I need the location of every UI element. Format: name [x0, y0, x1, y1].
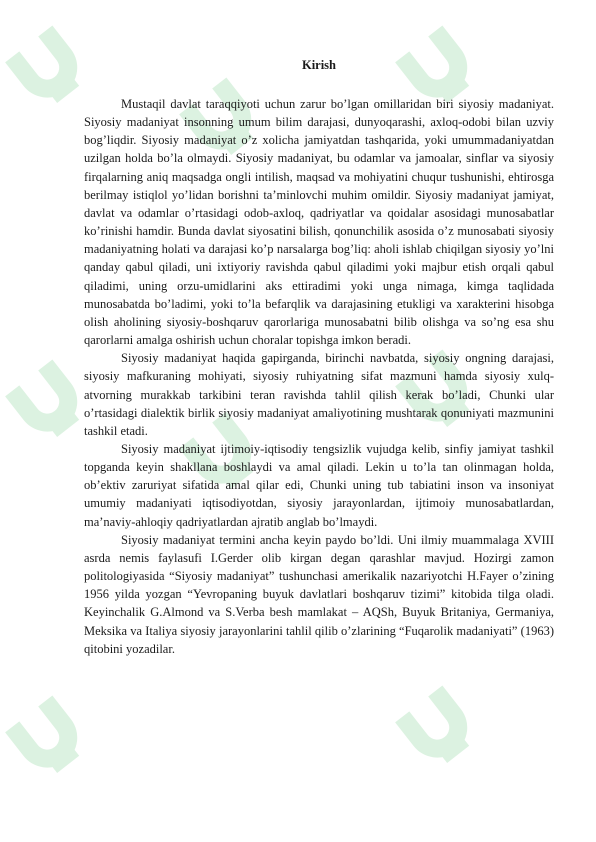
- watermark-logo-icon: [376, 666, 496, 786]
- watermark-logo-icon: [0, 676, 106, 796]
- paragraph: Siyosiy madaniyat ijtimoiy-iqtisodiy tengsizlik vujudga kelib, sinfiy jamiyat tashkil topganda keyin shakllana boshlaydi va amal qiladi. Lekin u to’la tan olinmagan holda, ob’ektiv zaruriyat sifatida amal qilar edi, Chunki uning tub tabiatini inson va insoniyat umumiy madaniyati iqtisodiyotdan, siyosiy jarayonlardan, ijtimoiy munosabatlardan, ma’naviy-ahloqiy qadriyatlardan ajratib anglab bo’lmaydi.: [84, 441, 554, 529]
- document-page: [84, 58, 554, 658]
- paragraph: Siyosiy madaniyat termini ancha keyin paydo bo’ldi. Uni ilmiy muammalaga XVIII asrda nemis faylasufi I.Gerder olib kirgan degan qarashlar mavjud. Hozirgi zamon politologiyasida “Siyosiy madaniyat” tushunchasi amerikalik nazariyotchi H.Fayer o’zining 1956 yilda yozgan “Yevropaning buyuk davlatlari boshqaruv tizimi” kitobida tilga oladi. Keyinchalik G.Almond va S.Verba besh mamlakat – AQSh, Buyuk Britaniya, Germaniya, Meksika va Italiya siyosiy jarayonlarini tahlil qilib o’zlarining “Fuqarolik madaniyati” (1963) qitobini yozadilar.: [84, 532, 554, 656]
- paragraph: Mustaqil davlat taraqqiyoti uchun zarur bo’lgan omillaridan biri siyosiy madaniyat. Siyosiy madaniyat insonning umum bilim darajasi, dunyoqarashi, axloq-odobi bilan uzviy bog’liqdir. Siyosiy madaniyat o’z xolicha jamiyatdan tashqarida, yoki umummadaniyatdan uzilgan holda bo’la olmaydi. Siyosiy madaniyat, bu odamlar va jamoalar, sinflar va siyosiy firqalarning aniq maqsadga ongli intilish, maqsad va mohiyatini chuqur tushunishi, ehtirosga berilmay istiqlol yo’lidan borishni ta’minlovchi muhim omildir. Siyosiy madaniyat jamiyat, davlat va odamlar o’rtasidagi odob-axloq, qadriyatlar va qoidalar asosidagi munosabatlar ko’rinishi hamdir. Bunda davlat siyosatini bilish, qonunchilik asosida o’z munosabati siyosiy madaniyatning holati va darajasi ko’p narsalarga bog’liq: aholi ishlab chiqilgan siyosiy yo’lni qanday qabul qiladi, uni ixtiyoriy ravishda qabul qiladimi yoki majbur etish orqali qabul qiladimi, uning orzu-umidlarini aks ettiradimi yoki unga nimaga, kimga taqlidada munosabatda bo’ladimi, yoki to’la befarqlik va darajasining etukligi va xarakterini hisobga olish aholining siyosiy-boshqaruv qarorlariga munosabatni bilib olishga va so’ng esa shu qarorlarni amalga oshirish uchun choralar topishga imkon beradi.: [84, 97, 554, 348]
- document-title: Kirish: [301, 58, 337, 72]
- paragraph: Siyosiy madaniyat haqida gapirganda, birinchi navbatda, siyosiy ongning darajasi, siyosiy mafkuraning mohiyati, siyosiy ruhiyatning sifat mazmuni hamda siyosiy xulq-atvorning murakkab tarkibini teran ravishda tahlil qilish kerak bo’ladi, Chunki ular o’rtasidagi dialektik birlik siyosiy madaniyat amaliyotining mushtarak qonuniyati mazmunini tashkil etadi.: [84, 351, 554, 438]
